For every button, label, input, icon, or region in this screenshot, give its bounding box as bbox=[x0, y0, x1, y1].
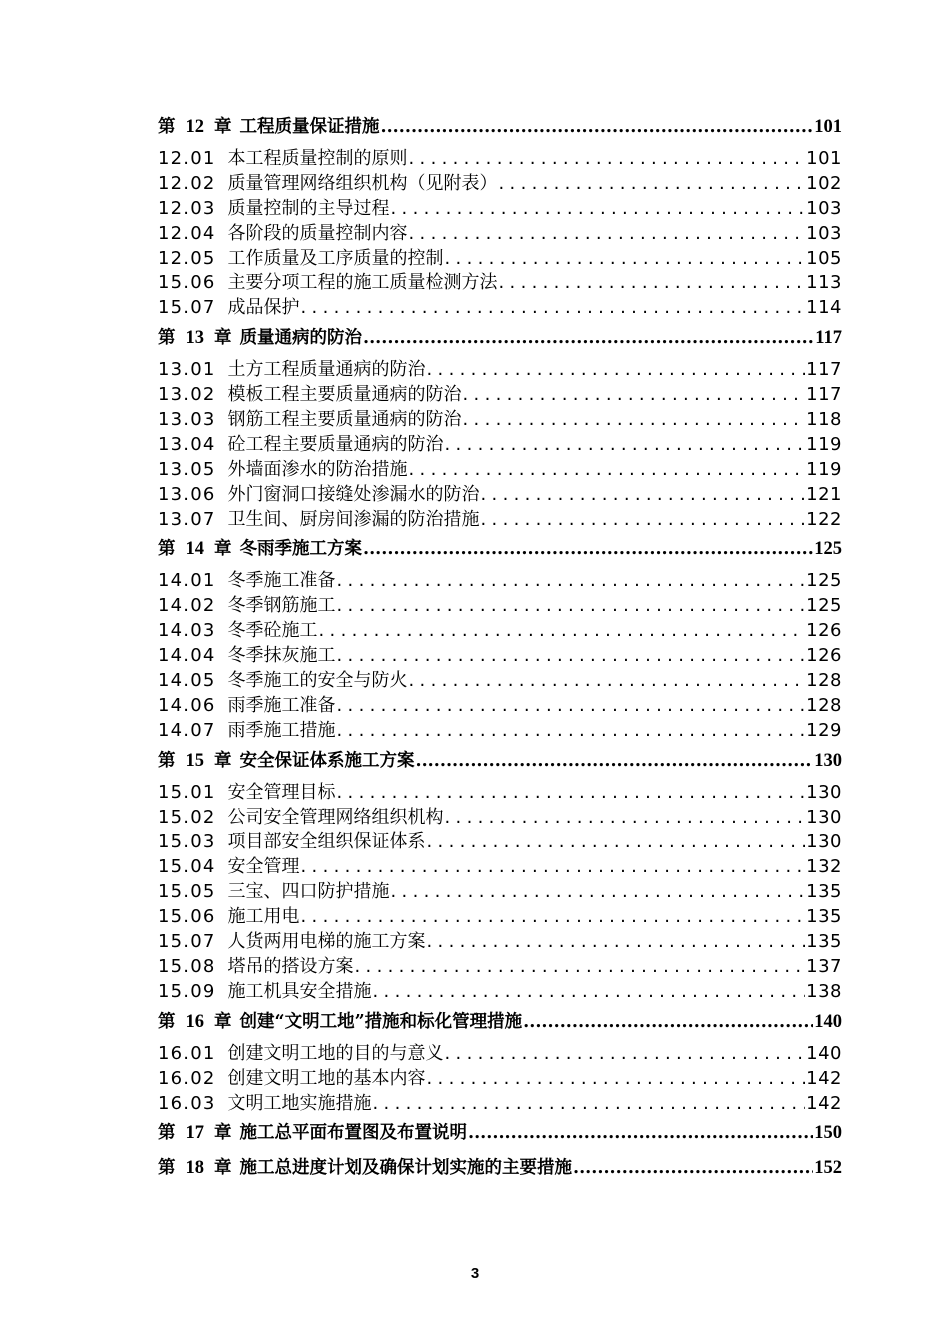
section-page-number: 135 bbox=[806, 881, 842, 903]
section-title: 冬季砼施工 bbox=[227, 620, 318, 642]
toc-section-entry[interactable] bbox=[158, 296, 842, 321]
section-page-number: 126 bbox=[806, 620, 842, 642]
chapter-page-number: 101 bbox=[814, 117, 842, 137]
toc-section-entry[interactable] bbox=[158, 830, 842, 855]
chapter-prefix: 第 bbox=[158, 750, 176, 771]
dot-leader bbox=[409, 458, 806, 483]
toc-section-entry[interactable] bbox=[158, 433, 842, 458]
section-page-number: 101 bbox=[806, 148, 842, 169]
toc-section-entry[interactable] bbox=[158, 719, 842, 744]
section-title: 模板工程主要质量通病的防治 bbox=[227, 384, 462, 406]
toc-chapter-entry[interactable] bbox=[158, 1005, 842, 1040]
section-number: 13.07 bbox=[158, 508, 216, 530]
dot-leader bbox=[391, 880, 806, 905]
section-number: 12.05 bbox=[158, 247, 216, 269]
section-number: 12.04 bbox=[158, 222, 216, 244]
section-title: 公司安全管理网络组织机构 bbox=[227, 806, 444, 828]
toc-section-entry[interactable] bbox=[158, 955, 842, 980]
section-page-number: 103 bbox=[806, 197, 842, 219]
section-number: 13.06 bbox=[158, 483, 216, 505]
dot-leader bbox=[427, 1067, 806, 1092]
section-number: 13.03 bbox=[158, 409, 216, 431]
chapter-number: 13 bbox=[185, 328, 204, 349]
section-page-number: 135 bbox=[806, 906, 842, 928]
chapter-title: 创建“文明工地”措施和标化管理措施 bbox=[239, 1011, 523, 1032]
section-title: 砼工程主要质量通病的防治 bbox=[227, 433, 444, 455]
chapter-title: 施工总进度计划及确保计划实施的主要措施 bbox=[239, 1158, 572, 1179]
section-title: 三宝、四口防护措施 bbox=[227, 881, 390, 903]
section-page-number: 121 bbox=[806, 483, 842, 505]
section-page-number: 129 bbox=[806, 719, 842, 741]
section-number: 16.03 bbox=[158, 1092, 216, 1114]
section-title: 雨季施工准备 bbox=[227, 694, 336, 716]
section-number: 14.01 bbox=[158, 570, 216, 592]
section-page-number: 117 bbox=[806, 384, 842, 406]
section-title: 外门窗洞口接缝处渗漏水的防治 bbox=[227, 483, 480, 505]
dot-leader bbox=[337, 719, 806, 744]
section-title: 文明工地实施措施 bbox=[227, 1092, 372, 1114]
chapter-number: 16 bbox=[185, 1011, 204, 1032]
section-number: 15.04 bbox=[158, 856, 216, 878]
chapter-title: 安全保证体系施工方案 bbox=[239, 750, 415, 771]
section-page-number: 128 bbox=[806, 694, 842, 716]
dot-leader bbox=[445, 247, 806, 272]
chapter-page-number: 152 bbox=[814, 1158, 842, 1179]
chapter-number: 12 bbox=[185, 117, 204, 137]
toc-section-entry[interactable] bbox=[158, 1092, 842, 1117]
toc-section-entry[interactable] bbox=[158, 980, 842, 1005]
toc-section-entry[interactable] bbox=[158, 930, 842, 955]
chapter-prefix: 第 bbox=[158, 539, 176, 560]
toc-section-entry[interactable] bbox=[158, 855, 842, 880]
section-page-number: 105 bbox=[806, 247, 842, 269]
toc-section-entry[interactable] bbox=[158, 781, 842, 806]
chapter-prefix: 第 bbox=[158, 1011, 176, 1032]
section-title: 质量管理网络组织机构（见附表） bbox=[227, 172, 498, 194]
section-title: 本工程质量控制的原则 bbox=[227, 148, 408, 169]
chapter-prefix: 第 bbox=[158, 1158, 176, 1179]
toc-chapter-entry[interactable] bbox=[158, 321, 842, 356]
section-title: 质量控制的主导过程 bbox=[227, 197, 390, 219]
dot-leader bbox=[381, 110, 814, 145]
section-page-number: 117 bbox=[806, 359, 842, 381]
section-title: 塔吊的搭设方案 bbox=[227, 955, 354, 977]
section-title: 安全管理 bbox=[227, 856, 300, 878]
toc-section-entry[interactable] bbox=[158, 594, 842, 619]
section-number: 15.08 bbox=[158, 955, 216, 977]
dot-leader bbox=[445, 433, 806, 458]
section-title: 成品保护 bbox=[227, 297, 300, 319]
dot-leader bbox=[301, 296, 806, 321]
section-title: 主要分项工程的施工质量检测方法 bbox=[227, 272, 498, 294]
chapter-page-number: 130 bbox=[814, 750, 842, 771]
section-page-number: 114 bbox=[806, 297, 842, 319]
section-number: 15.06 bbox=[158, 906, 216, 928]
toc-section-entry[interactable] bbox=[158, 358, 842, 383]
section-number: 12.01 bbox=[158, 148, 216, 169]
section-number: 15.07 bbox=[158, 931, 216, 953]
chapter-number: 18 bbox=[185, 1158, 204, 1179]
toc-chapter-entry[interactable] bbox=[158, 1116, 842, 1151]
section-page-number: 138 bbox=[806, 980, 842, 1002]
dot-leader bbox=[445, 1042, 806, 1067]
dot-leader bbox=[468, 1116, 813, 1151]
section-title: 项目部安全组织保证体系 bbox=[227, 831, 426, 853]
section-title: 雨季施工措施 bbox=[227, 719, 336, 741]
section-page-number: 140 bbox=[806, 1042, 842, 1064]
section-number: 13.04 bbox=[158, 433, 216, 455]
chapter-title: 冬雨季施工方案 bbox=[239, 539, 362, 560]
chapter-number: 15 bbox=[185, 750, 204, 771]
chapter-suffix: 章 bbox=[214, 750, 232, 771]
toc-section-entry[interactable] bbox=[158, 147, 842, 172]
dot-leader bbox=[427, 930, 806, 955]
dot-leader bbox=[337, 569, 806, 594]
chapter-page-number: 140 bbox=[814, 1011, 842, 1032]
chapter-number: 14 bbox=[185, 539, 204, 560]
section-number: 14.06 bbox=[158, 694, 216, 716]
section-page-number: 142 bbox=[806, 1067, 842, 1089]
section-number: 12.03 bbox=[158, 197, 216, 219]
section-title: 冬季施工准备 bbox=[227, 570, 336, 592]
dot-leader bbox=[481, 483, 806, 508]
dot-leader bbox=[523, 1005, 813, 1040]
section-number: 16.02 bbox=[158, 1067, 216, 1089]
section-number: 14.07 bbox=[158, 719, 216, 741]
dot-leader bbox=[301, 855, 806, 880]
toc-section-entry[interactable] bbox=[158, 508, 842, 533]
dot-leader bbox=[499, 271, 806, 296]
chapter-suffix: 章 bbox=[214, 1011, 232, 1032]
dot-leader bbox=[416, 744, 814, 779]
chapter-page-number: 125 bbox=[814, 539, 842, 560]
toc-section-entry[interactable] bbox=[158, 669, 842, 694]
toc-chapter-entry[interactable] bbox=[158, 110, 842, 145]
section-page-number: 130 bbox=[806, 831, 842, 853]
section-page-number: 130 bbox=[806, 781, 842, 803]
toc-chapter-entry[interactable] bbox=[158, 744, 842, 779]
section-number: 12.02 bbox=[158, 172, 216, 194]
dot-leader bbox=[355, 955, 806, 980]
chapter-title: 工程质量保证措施 bbox=[239, 117, 380, 137]
section-number: 16.01 bbox=[158, 1042, 216, 1064]
section-page-number: 102 bbox=[806, 172, 842, 194]
chapter-suffix: 章 bbox=[214, 117, 232, 137]
section-page-number: 113 bbox=[806, 272, 842, 294]
toc-section-entry[interactable] bbox=[158, 247, 842, 272]
dot-leader bbox=[427, 830, 806, 855]
dot-leader bbox=[481, 508, 806, 533]
dot-leader bbox=[363, 321, 814, 356]
toc-section-entry[interactable] bbox=[158, 483, 842, 508]
toc-section-entry[interactable] bbox=[158, 569, 842, 594]
dot-leader bbox=[573, 1151, 813, 1186]
toc-section-entry[interactable] bbox=[158, 222, 842, 247]
dot-leader bbox=[337, 644, 806, 669]
section-page-number: 125 bbox=[806, 595, 842, 617]
chapter-prefix: 第 bbox=[158, 328, 176, 349]
section-number: 14.02 bbox=[158, 595, 216, 617]
section-page-number: 135 bbox=[806, 931, 842, 953]
section-title: 冬季施工的安全与防火 bbox=[227, 670, 408, 692]
toc-section-entry[interactable] bbox=[158, 458, 842, 483]
toc-section-entry[interactable] bbox=[158, 644, 842, 669]
section-number: 13.02 bbox=[158, 384, 216, 406]
section-page-number: 118 bbox=[806, 409, 842, 431]
toc-section-entry[interactable] bbox=[158, 1067, 842, 1092]
chapter-page-number: 117 bbox=[815, 328, 842, 349]
section-title: 冬季抹灰施工 bbox=[227, 645, 336, 667]
section-title: 外墙面渗水的防治措施 bbox=[227, 458, 408, 480]
section-title: 钢筋工程主要质量通病的防治 bbox=[227, 409, 462, 431]
dot-leader bbox=[319, 619, 806, 644]
chapter-suffix: 章 bbox=[214, 328, 232, 349]
toc-section-entry[interactable] bbox=[158, 880, 842, 905]
section-page-number: 128 bbox=[806, 670, 842, 692]
dot-leader bbox=[337, 781, 806, 806]
chapter-suffix: 章 bbox=[214, 539, 232, 560]
dot-leader bbox=[391, 197, 806, 222]
section-number: 15.09 bbox=[158, 980, 216, 1002]
toc-section-entry[interactable] bbox=[158, 172, 842, 197]
section-page-number: 103 bbox=[806, 222, 842, 244]
chapter-suffix: 章 bbox=[214, 1158, 232, 1179]
chapter-number: 17 bbox=[185, 1123, 204, 1144]
section-title: 创建文明工地的目的与意义 bbox=[227, 1042, 444, 1064]
dot-leader bbox=[409, 669, 806, 694]
section-title: 施工用电 bbox=[227, 906, 300, 928]
toc-chapter-entry[interactable] bbox=[158, 532, 842, 567]
toc-section-entry[interactable] bbox=[158, 806, 842, 831]
dot-leader bbox=[337, 594, 806, 619]
chapter-title: 施工总平面布置图及布置说明 bbox=[239, 1123, 467, 1144]
section-number: 15.03 bbox=[158, 831, 216, 853]
section-title: 冬季钢筋施工 bbox=[227, 595, 336, 617]
toc-section-entry[interactable] bbox=[158, 619, 842, 644]
section-number: 15.07 bbox=[158, 297, 216, 319]
section-title: 创建文明工地的基本内容 bbox=[227, 1067, 426, 1089]
dot-leader bbox=[363, 532, 813, 567]
toc-section-entry[interactable] bbox=[158, 383, 842, 408]
section-number: 14.05 bbox=[158, 670, 216, 692]
toc-section-entry[interactable] bbox=[158, 197, 842, 222]
section-page-number: 142 bbox=[806, 1092, 842, 1114]
toc-chapter-entry[interactable] bbox=[158, 1151, 842, 1186]
section-page-number: 132 bbox=[806, 856, 842, 878]
chapter-page-number: 150 bbox=[814, 1123, 842, 1144]
dot-leader bbox=[373, 980, 806, 1005]
toc-section-entry[interactable] bbox=[158, 905, 842, 930]
section-number: 15.05 bbox=[158, 881, 216, 903]
page-number: 3 bbox=[470, 1265, 480, 1282]
section-title: 施工机具安全措施 bbox=[227, 980, 372, 1002]
section-number: 13.05 bbox=[158, 458, 216, 480]
section-title: 土方工程质量通病的防治 bbox=[227, 359, 426, 381]
dot-leader bbox=[445, 806, 806, 831]
toc-section-entry[interactable] bbox=[158, 408, 842, 433]
section-number: 13.01 bbox=[158, 359, 216, 381]
dot-leader bbox=[463, 408, 806, 433]
section-number: 14.04 bbox=[158, 645, 216, 667]
toc-section-entry[interactable] bbox=[158, 694, 842, 719]
toc-section-entry[interactable] bbox=[158, 1042, 842, 1067]
section-page-number: 126 bbox=[806, 645, 842, 667]
dot-leader bbox=[499, 172, 806, 197]
section-page-number: 119 bbox=[806, 433, 842, 455]
chapter-suffix: 章 bbox=[214, 1123, 232, 1144]
section-title: 各阶段的质量控制内容 bbox=[227, 222, 408, 244]
section-number: 15.02 bbox=[158, 806, 216, 828]
chapter-prefix: 第 bbox=[158, 117, 176, 137]
section-page-number: 125 bbox=[806, 570, 842, 592]
dot-leader bbox=[373, 1092, 806, 1117]
section-number: 15.01 bbox=[158, 781, 216, 803]
section-number: 15.06 bbox=[158, 272, 216, 294]
section-page-number: 130 bbox=[806, 806, 842, 828]
dot-leader bbox=[463, 383, 806, 408]
dot-leader bbox=[337, 694, 806, 719]
section-page-number: 119 bbox=[806, 458, 842, 480]
dot-leader bbox=[409, 222, 806, 247]
section-number: 14.03 bbox=[158, 620, 216, 642]
section-page-number: 137 bbox=[806, 955, 842, 977]
dot-leader bbox=[427, 358, 806, 383]
chapter-title: 质量通病的防治 bbox=[239, 328, 362, 349]
section-page-number: 122 bbox=[806, 508, 842, 530]
table-of-contents bbox=[158, 110, 842, 1186]
dot-leader bbox=[409, 147, 806, 172]
dot-leader bbox=[301, 905, 806, 930]
section-title: 工作质量及工序质量的控制 bbox=[227, 247, 444, 269]
section-title: 人货两用电梯的施工方案 bbox=[227, 931, 426, 953]
section-title: 卫生间、厨房间渗漏的防治措施 bbox=[227, 508, 480, 530]
toc-section-entry[interactable] bbox=[158, 271, 842, 296]
chapter-prefix: 第 bbox=[158, 1123, 176, 1144]
section-title: 安全管理目标 bbox=[227, 781, 336, 803]
